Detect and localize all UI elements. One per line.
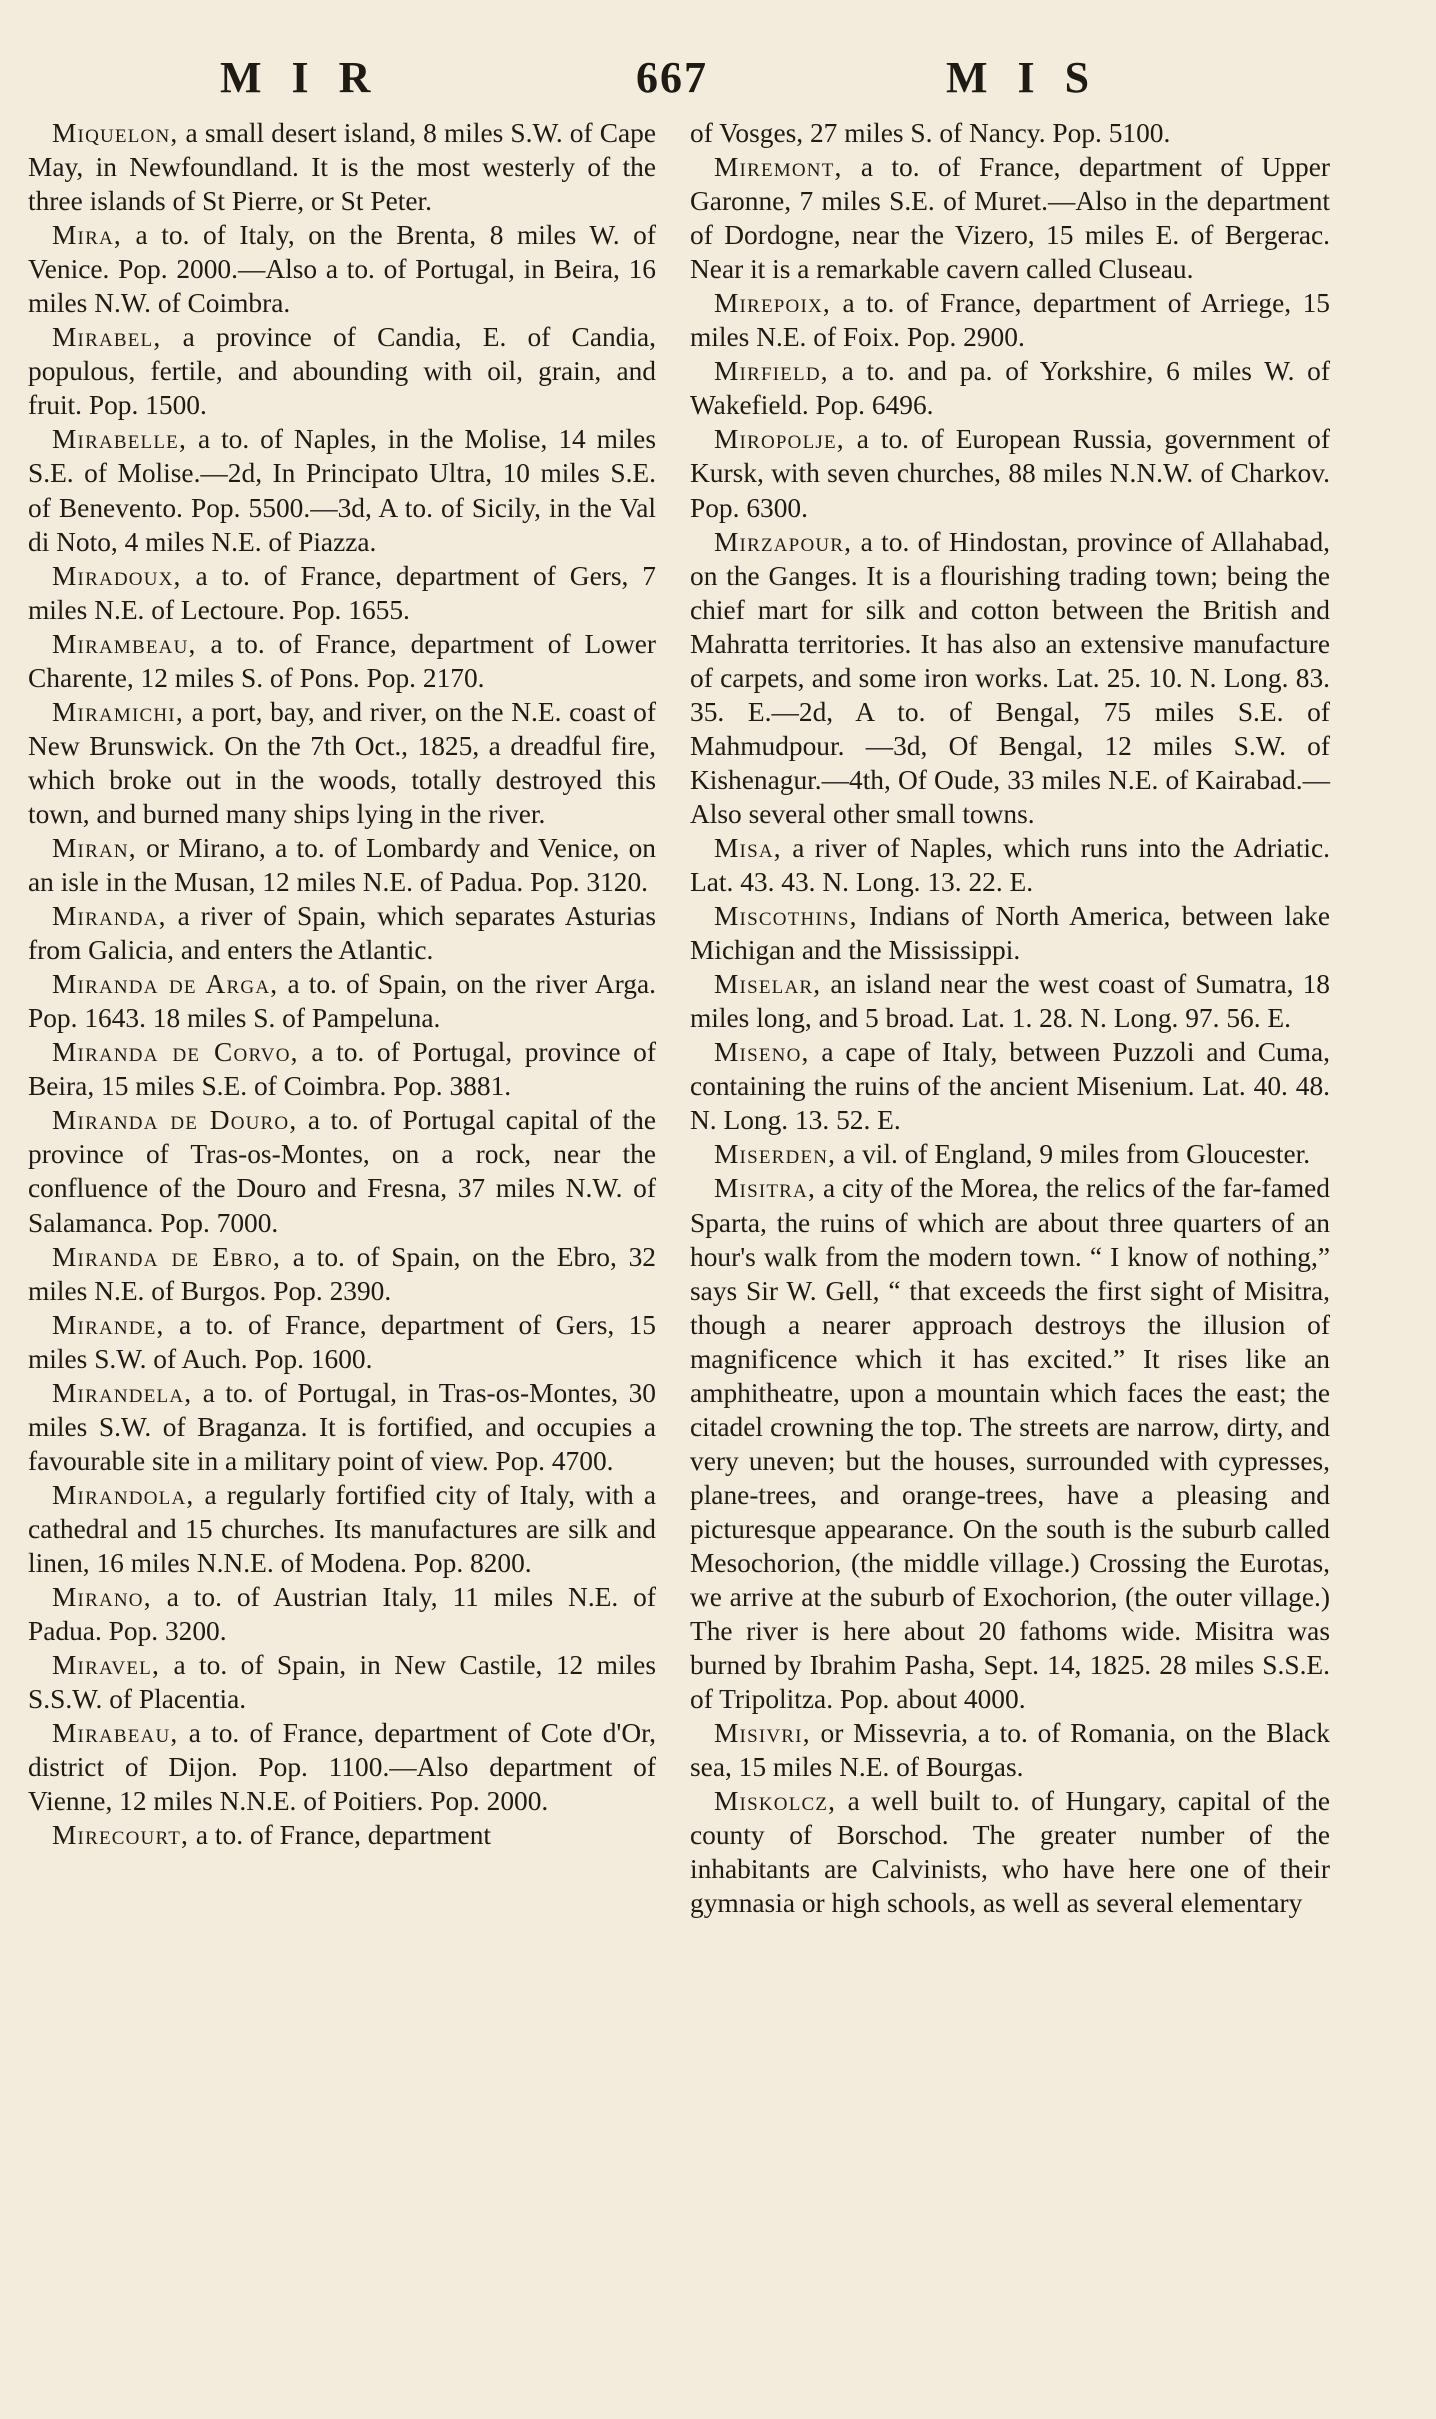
gazetteer-entry — [28, 320, 656, 422]
entry-headword: Mirande, — [52, 1309, 165, 1340]
entry-text: a to. of France, department of Arriege, 15 miles N.E. of Foix. Pop. 2900. — [690, 288, 1330, 353]
entry-text: a to. of Portugal, province of Beira, 15 miles S.E. of Coimbra. Pop. 3881. — [28, 1037, 656, 1102]
entry-headword: Mirabeau, — [52, 1718, 179, 1749]
entry-text: a to. of Naples, in the Molise, 14 miles S.E. of Molise.—2d, In Principato Ultra, 10 miles S.E. of Benevento. Pop. 5500.—3d, A to. of Sicily, in the Val di Noto, 4 miles N.E. of Piazza. — [28, 424, 656, 557]
entry-text: a to. of France, department of Cote d'Or, district of Dijon. Pop. 1100.—Also department of Vienne, 12 miles N.N.E. of Poitiers. Pop. 2000. — [28, 1718, 656, 1817]
entry-headword: Mirfield, — [714, 356, 829, 387]
entry-headword: Mirzapour, — [714, 526, 853, 557]
entry-headword: Miranda de Douro, — [52, 1105, 298, 1136]
gazetteer-entry — [690, 1171, 1330, 1716]
entry-text: a to. of France, department of Lower Charente, 12 miles S. of Pons. Pop. 2170. — [28, 628, 656, 693]
entry-headword: Miranda de Corvo, — [52, 1037, 299, 1068]
entry-text: an island near the west coast of Sumatra, 18 miles long, and 5 broad. Lat. 1. 28. N. Long. 97. 56. E. — [690, 969, 1330, 1034]
gazetteer-entry — [690, 150, 1330, 286]
left-column — [28, 116, 656, 1852]
entry-headword: Mirano, — [52, 1582, 152, 1613]
gazetteer-entry — [28, 1035, 656, 1103]
entry-text: a to. of France, department of Upper Garonne, 7 miles S.E. of Muret.—Also in the department of Dordogne, near the Vizero, 15 miles E. of Bergerac. Near it is a remarkable cavern called Cluseau. — [690, 152, 1330, 285]
gazetteer-entry — [690, 422, 1330, 524]
entry-text: a province of Candia, E. of Candia, populous, fertile, and abounding with oil, grain, and fruit. Pop. 1500. — [28, 322, 656, 421]
entry-text: a to. of Austrian Italy, 11 miles N.E. of Padua. Pop. 3200. — [28, 1582, 656, 1647]
header-left-guide-letters: MIR — [220, 53, 401, 102]
gazetteer-entry — [28, 899, 656, 967]
entry-text: a river of Naples, which runs into the Adriatic. Lat. 43. 43. N. Long. 13. 22. E. — [690, 832, 1330, 898]
entry-headword: Miranda de Ebro, — [52, 1241, 281, 1272]
header-right-guide-letters: MIS — [946, 53, 1120, 102]
entry-headword: Miramichi, — [52, 696, 184, 727]
entry-text: a to. of Italy, on the Brenta, 8 miles W. of Venice. Pop. 2000.—Also a to. of Portugal, in Beira, 16 miles N.W. of Coimbra. — [28, 220, 656, 319]
gazetteer-entry — [690, 1784, 1330, 1920]
gazetteer-entry — [690, 525, 1330, 831]
entry-text: a to. of Spain, in New Castile, 12 miles S.S.W. of Placentia. — [28, 1650, 656, 1715]
gazetteer-entry — [690, 116, 1330, 150]
gazetteer-entry — [690, 354, 1330, 422]
gazetteer-entry — [28, 1376, 656, 1478]
entry-text: Indians of North America, between lake Michigan and the Mississippi. — [690, 901, 1330, 966]
gazetteer-entry — [690, 831, 1330, 899]
entry-text: a vil. of England, 9 miles from Gloucester. — [836, 1139, 1311, 1170]
gazetteer-entry — [28, 218, 656, 320]
entry-headword: Misa, — [714, 832, 782, 863]
entry-headword: Miradoux, — [52, 560, 182, 591]
running-header — [0, 44, 1436, 114]
entry-text: a city of the Morea, the relics of the far-famed Sparta, the ruins of which are about three quarters of an hour's walk from the modern town. “ I know of nothing,” says Sir W. Gell, “ that exceeds the first sight of Misitra, though a nearer approach destroys the illusion of magnificence which it has excited.” It rises like an amphitheatre, upon a mountain which faces the east; the citadel crowning the top. The streets are narrow, dirty, and very uneven; but the houses, surrounded with cypresses, plane-trees, and orange-trees, have a pleasing and picturesque appearance. On the south is the suburb called Mesochorion, (the middle village.) Crossing the Eurotas, we arrive at the suburb of Exochorion, (the outer village.) The river is here about 20 fathoms wide. Misitra was burned by Ibrahim Pasha, Sept. 14, 1825. 28 miles S.S.E. of Tripolitza. Pop. about 4000. — [690, 1173, 1330, 1715]
entry-headword: Miseno, — [714, 1037, 810, 1068]
gazetteer-entry — [690, 1137, 1330, 1171]
entry-text: a to. of France, department — [189, 1820, 492, 1851]
entry-text: a to. of Portugal, in Tras-os-Montes, 30 miles S.W. of Braganza. It is fortified, and occupies a favourable site in a military point of view. Pop. 4700. — [28, 1377, 656, 1476]
entry-text: a to. of Portugal capital of the province of Tras-os-Montes, on a rock, near the confluence of the Douro and Fresna, 37 miles N.W. of Salamanca. Pop. 7000. — [28, 1105, 656, 1238]
entry-text: a to. of France, department of Gers, 15 miles S.W. of Auch. Pop. 1600. — [28, 1309, 656, 1374]
entry-headword: Miselar, — [714, 969, 822, 1000]
entry-headword: Miranda, — [52, 901, 167, 932]
entry-headword: Mirepoix, — [714, 288, 831, 319]
page-number: 667 — [636, 53, 708, 102]
entry-text: a well built to. of Hungary, capital of the county of Borschod. The greater number of the inhabitants are Calvinists, who have here one of their gymnasia or high schools, as well as several elementary — [690, 1786, 1330, 1919]
entry-headword: Miskolcz, — [714, 1786, 837, 1817]
entry-headword: Misivri, — [714, 1718, 811, 1749]
entry-headword: Miravel, — [52, 1650, 161, 1681]
entry-text: a to. of Spain, on the Ebro, 32 miles N.E. of Burgos. Pop. 2390. — [28, 1241, 657, 1306]
gazetteer-entry — [28, 1308, 656, 1376]
gazetteer-entry — [690, 286, 1330, 354]
entry-text: a regularly fortified city of Italy, with a cathedral and 15 churches. Its manufactures are silk and linen, 16 miles N.N.E. of Modena. Pop. 8200. — [28, 1479, 656, 1578]
gazetteer-entry — [28, 1478, 656, 1580]
entry-headword: Mirabel, — [52, 322, 162, 353]
entry-text: a port, bay, and river, on the N.E. coast of New Brunswick. On the 7th Oct., 1825, a dreadful fire, which broke out in the woods, totally destroyed this town, and burned many ships lying in the river. — [28, 696, 656, 829]
gazetteer-entry — [690, 899, 1330, 967]
entry-text: a to. of Spain, on the river Arga. Pop. 1643. 18 miles S. of Pampeluna. — [28, 969, 656, 1034]
gazetteer-entry — [28, 1716, 656, 1818]
gazetteer-entry — [28, 695, 656, 831]
entry-headword: Mirandela, — [52, 1377, 193, 1408]
entry-headword: Mirandola, — [52, 1479, 195, 1510]
entry-text: a small desert island, 8 miles S.W. of Cape May, in Newfoundland. It is the most westerly of the three islands of St Pierre, or St Peter. — [28, 118, 656, 217]
entry-text: a cape of Italy, between Puzzoli and Cuma, containing the ruins of the ancient Misenium. Lat. 40. 48. N. Long. 13. 52. E. — [690, 1037, 1330, 1136]
entry-headword: Mira, — [52, 220, 122, 251]
entry-text: a river of Spain, which separates Asturias from Galicia, and enters the Atlantic. — [28, 901, 656, 966]
gazetteer-entry — [28, 1580, 656, 1648]
gazetteer-entry — [28, 422, 656, 558]
gazetteer-entry — [28, 627, 656, 695]
entry-text: a to. of Hindostan, province of Allahabad, on the Ganges. It is a flourishing trading town; being the chief mart for silk and cotton between the British and Mahratta territories. It has also an extensive manufacture of carpets, and some iron works. Lat. 25. 10. N. Long. 83. 35. E.—2d, A to. of Bengal, 75 miles S.E. of Mahmudpour. —3d, Of Bengal, 12 miles S.W. of Kishenagur.—4th, Of Oude, 33 miles N.E. of Kairabad.—Also several other small towns. — [690, 526, 1330, 829]
entry-headword: Miran, — [52, 832, 137, 863]
entry-headword: Mirambeau, — [52, 628, 197, 659]
gazetteer-entry — [28, 967, 656, 1035]
entry-text: a to. and pa. of Yorkshire, 6 miles W. of Wakefield. Pop. 6496. — [690, 356, 1330, 421]
gazetteer-entry — [28, 1240, 656, 1308]
gazetteer-entry — [28, 1103, 656, 1239]
gazetteer-entry — [28, 1818, 656, 1852]
entry-text: a to. of France, department of Gers, 7 miles N.E. of Lectoure. Pop. 1655. — [28, 560, 656, 625]
entry-headword: Miscothins, — [714, 901, 858, 932]
entry-headword: Miquelon, — [52, 118, 179, 148]
entry-headword: Mirabelle, — [52, 424, 188, 455]
gazetteer-entry — [690, 1035, 1330, 1137]
right-column — [690, 116, 1330, 1920]
gazetteer-entry — [28, 831, 656, 899]
entry-headword: Misitra, — [714, 1173, 817, 1204]
entry-text: or Mirano, a to. of Lombardy and Venice, on an isle in the Musan, 12 miles N.E. of Padua. Pop. 3120. — [28, 832, 656, 898]
entry-text: or Missevria, a to. of Romania, on the Black sea, 15 miles N.E. of Bourgas. — [690, 1718, 1330, 1783]
entry-headword: Mirecourt, — [52, 1820, 190, 1851]
gazetteer-entry — [28, 559, 656, 627]
entry-headword: Miranda de Arga, — [52, 969, 279, 1000]
entry-headword: Miremont, — [714, 152, 843, 183]
gazetteer-entry — [690, 1716, 1330, 1784]
entry-headword: Miserden, — [714, 1139, 837, 1170]
gazetteer-entry — [690, 967, 1330, 1035]
entry-text: a to. of European Russia, government of Kursk, with seven churches, 88 miles N.N.W. of Charkov. Pop. 6300. — [690, 424, 1330, 523]
entry-text: of Vosges, 27 miles S. of Nancy. Pop. 5100. — [690, 118, 1171, 148]
gazetteer-entry — [28, 116, 656, 218]
gazetteer-entry — [28, 1648, 656, 1716]
entry-headword: Miropolje, — [714, 424, 845, 455]
